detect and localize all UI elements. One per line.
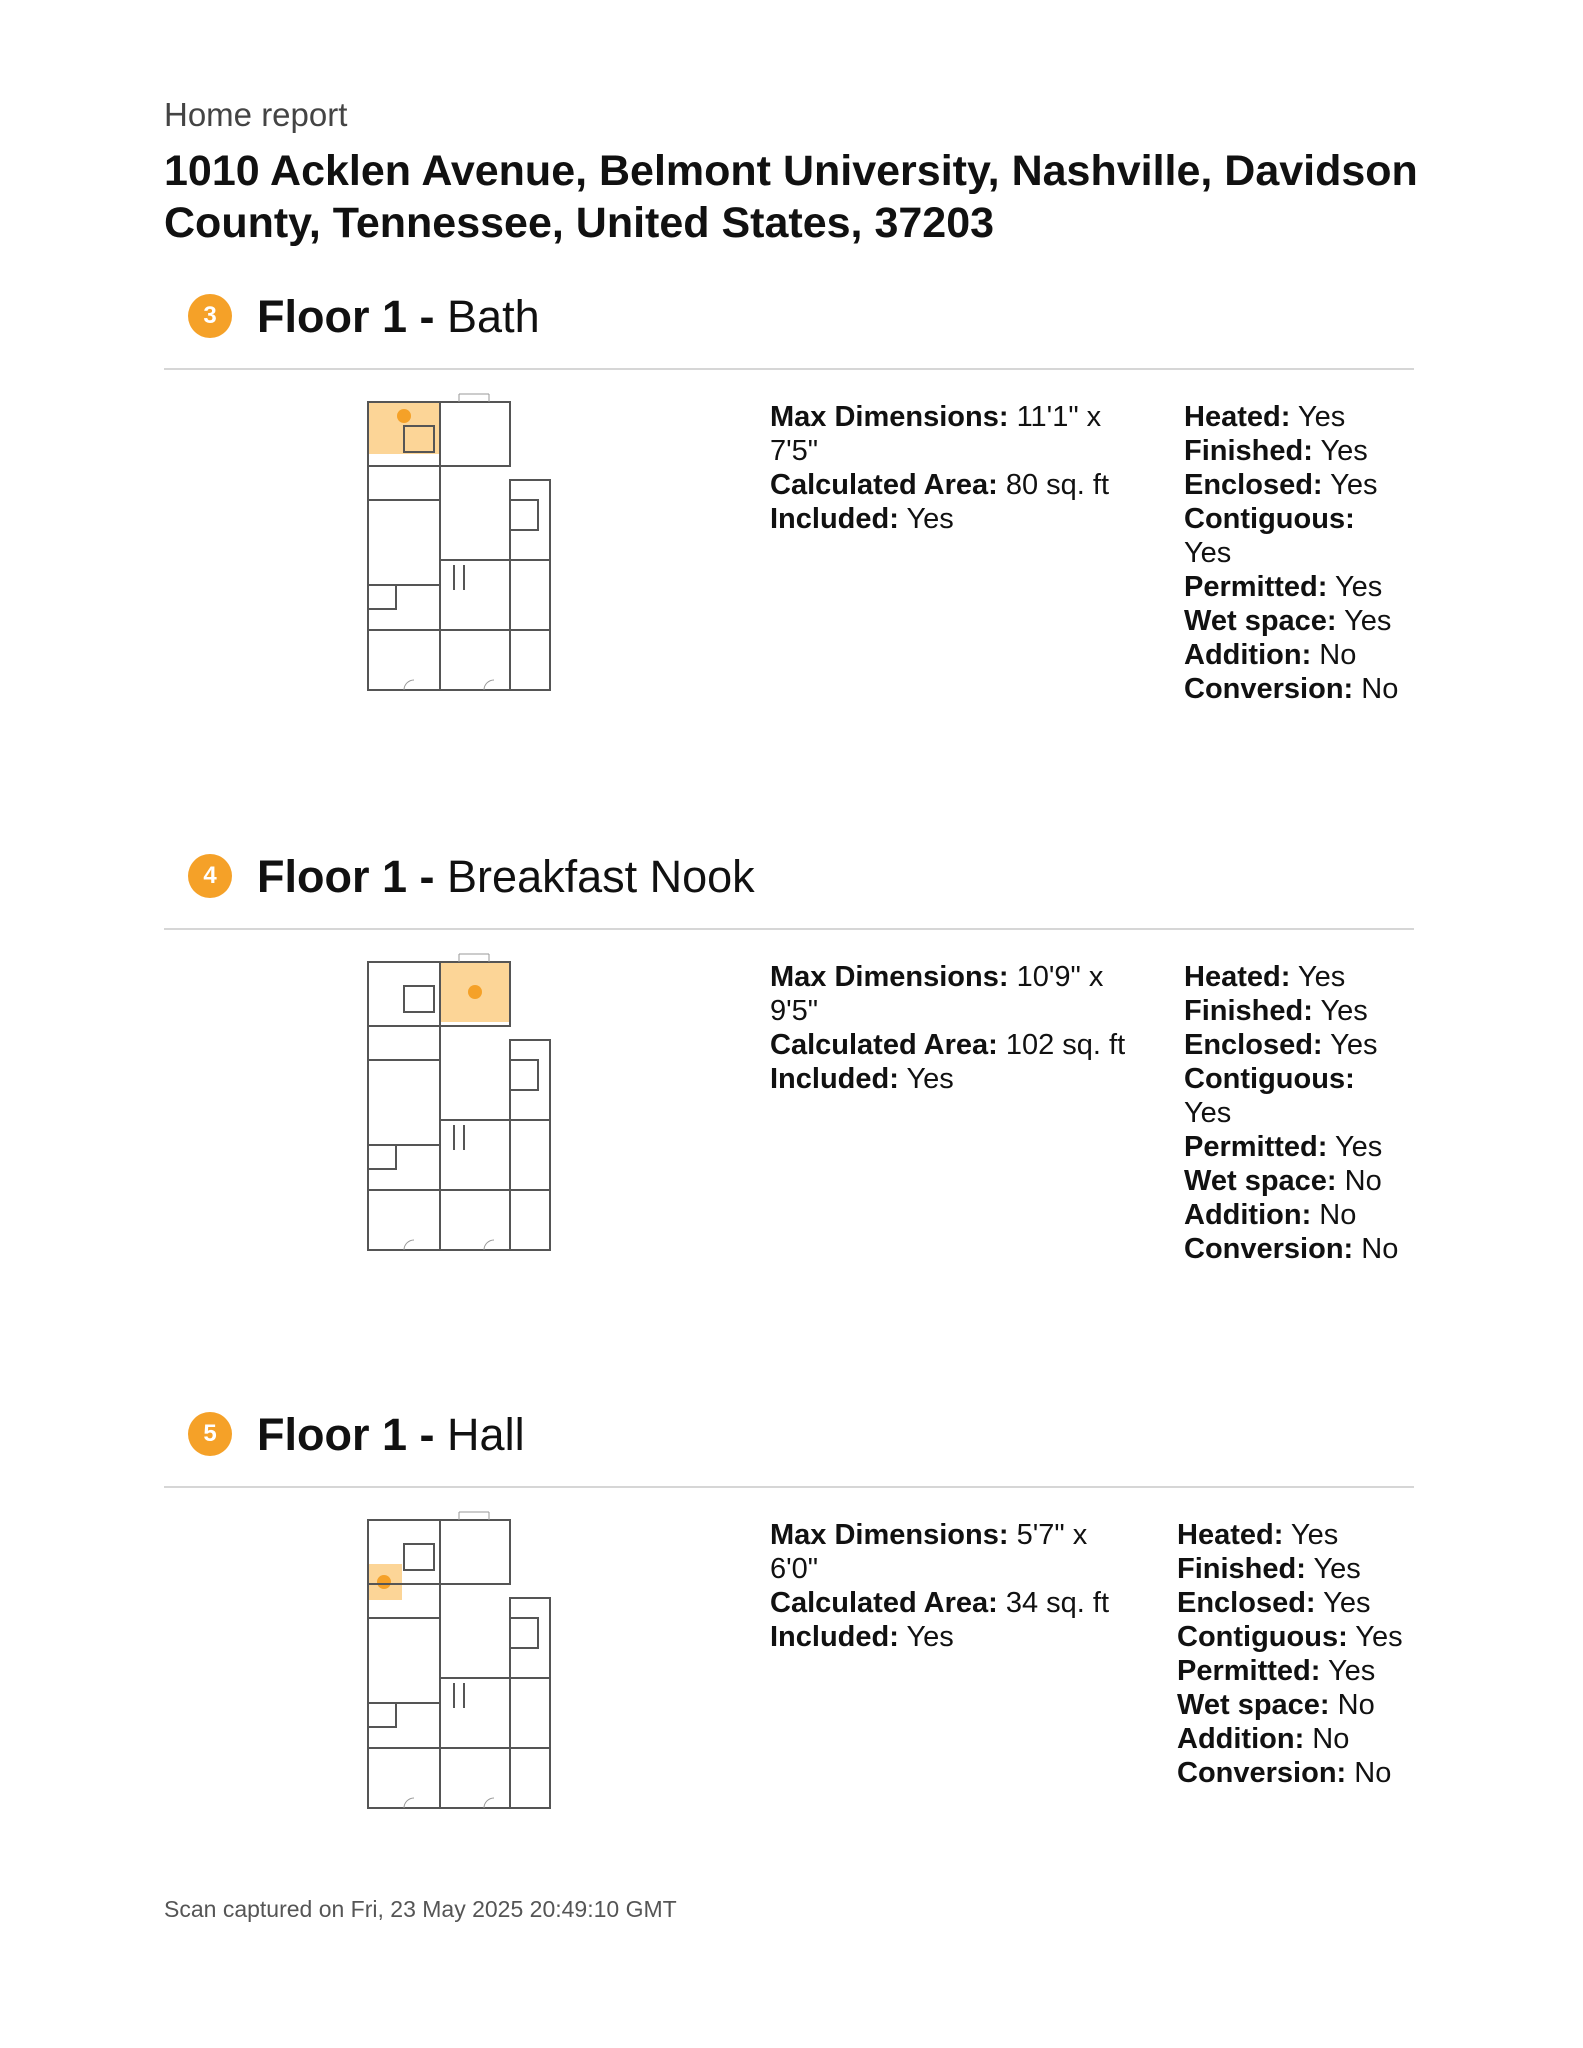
conversion-label: Conversion: <box>1177 1757 1347 1789</box>
included-label: Included: <box>770 503 899 535</box>
room-attributes <box>1184 960 1404 1266</box>
calculated-area-label: Calculated Area: <box>770 1029 998 1061</box>
conversion-label: Conversion: <box>1184 1233 1354 1265</box>
heated-value: Yes <box>1290 1519 1339 1551</box>
room-dimensions <box>770 1518 1130 1654</box>
room-attributes <box>1177 1518 1417 1790</box>
room-title-separator: - <box>419 851 435 902</box>
wet-space-label: Wet space: <box>1177 1689 1330 1721</box>
conversion-value: No <box>1361 673 1399 705</box>
wet-space-value: No <box>1337 1689 1375 1721</box>
room-floor: Floor 1 <box>257 1409 408 1460</box>
permitted-label: Permitted: <box>1184 571 1328 603</box>
addition-value: No <box>1319 639 1357 671</box>
heated-value: Yes <box>1297 401 1346 433</box>
wet-space-value: No <box>1344 1165 1382 1197</box>
room-section-breakfast-nook <box>164 840 1414 1380</box>
heated-value: Yes <box>1297 961 1346 993</box>
addition-label: Addition: <box>1184 1199 1312 1231</box>
room-number-badge: 3 <box>188 294 232 338</box>
max-dimensions-label: Max Dimensions: <box>770 1519 1009 1551</box>
max-dimensions-label: Max Dimensions: <box>770 961 1009 993</box>
included-value: Yes <box>906 1063 954 1095</box>
room-attributes <box>1184 400 1404 706</box>
room-title <box>257 1406 525 1464</box>
room-title-separator: - <box>419 291 435 342</box>
room-section-hall <box>164 1398 1414 1938</box>
finished-value: Yes <box>1313 1553 1361 1585</box>
enclosed-label: Enclosed: <box>1177 1587 1316 1619</box>
report-kicker: Home report <box>164 96 348 133</box>
included-label: Included: <box>770 1063 899 1095</box>
wet-space-value: Yes <box>1344 605 1392 637</box>
permitted-value: Yes <box>1334 1131 1383 1163</box>
scan-capture-timestamp: Scan captured on Fri, 23 May 2025 20:49:10 GMT <box>164 1896 677 1922</box>
room-floor: Floor 1 <box>257 851 408 902</box>
section-divider <box>164 368 1414 370</box>
max-dimensions-value: 10'9" x 9'5" <box>770 961 1104 1027</box>
room-dimensions <box>770 960 1130 1096</box>
floor-plan-thumbnail <box>364 390 554 710</box>
property-address: 1010 Acklen Avenue, Belmont University, Nashville, Davidson County, Tennessee, United States, 37203 <box>164 147 1418 247</box>
floor-plan-thumbnail <box>364 1508 554 1828</box>
addition-value: No <box>1312 1723 1350 1755</box>
heated-label: Heated: <box>1177 1519 1284 1551</box>
permitted-label: Permitted: <box>1184 1131 1328 1163</box>
room-number-badge: 4 <box>188 854 232 898</box>
room-number-badge: 5 <box>188 1412 232 1456</box>
room-section-bath <box>164 280 1414 820</box>
calculated-area-label: Calculated Area: <box>770 469 998 501</box>
finished-value: Yes <box>1320 995 1368 1027</box>
included-value: Yes <box>906 503 954 535</box>
section-divider <box>164 928 1414 930</box>
room-dimensions <box>770 400 1130 536</box>
conversion-value: No <box>1354 1757 1392 1789</box>
room-header <box>164 1398 1414 1468</box>
contiguous-label: Contiguous: <box>1184 503 1355 535</box>
contiguous-label: Contiguous: <box>1177 1621 1348 1653</box>
calculated-area-value: 80 sq. ft <box>1005 469 1110 501</box>
wet-space-label: Wet space: <box>1184 1165 1337 1197</box>
enclosed-label: Enclosed: <box>1184 1029 1323 1061</box>
contiguous-value: Yes <box>1184 537 1232 569</box>
heated-label: Heated: <box>1184 401 1291 433</box>
room-title-separator: - <box>419 1409 435 1460</box>
finished-label: Finished: <box>1177 1553 1306 1585</box>
room-name: Breakfast Nook <box>447 851 755 902</box>
contiguous-value: Yes <box>1355 1621 1403 1653</box>
addition-value: No <box>1319 1199 1357 1231</box>
finished-label: Finished: <box>1184 995 1313 1027</box>
max-dimensions-value: 11'1" x 7'5" <box>770 401 1102 467</box>
enclosed-value: Yes <box>1330 1029 1378 1061</box>
room-title <box>257 848 755 906</box>
wet-space-label: Wet space: <box>1184 605 1337 637</box>
conversion-label: Conversion: <box>1184 673 1354 705</box>
section-divider <box>164 1486 1414 1488</box>
included-value: Yes <box>906 1621 954 1653</box>
finished-label: Finished: <box>1184 435 1313 467</box>
contiguous-value: Yes <box>1184 1097 1232 1129</box>
room-header <box>164 840 1414 910</box>
addition-label: Addition: <box>1184 639 1312 671</box>
max-dimensions-value: 5'7" x 6'0" <box>770 1519 1088 1585</box>
room-header <box>164 280 1414 350</box>
room-title <box>257 288 540 346</box>
room-name: Bath <box>447 291 540 342</box>
permitted-value: Yes <box>1327 1655 1376 1687</box>
max-dimensions-label: Max Dimensions: <box>770 401 1009 433</box>
finished-value: Yes <box>1320 435 1368 467</box>
calculated-area-value: 34 sq. ft <box>1005 1587 1110 1619</box>
room-name: Hall <box>447 1409 525 1460</box>
included-label: Included: <box>770 1621 899 1653</box>
permitted-label: Permitted: <box>1177 1655 1321 1687</box>
addition-label: Addition: <box>1177 1723 1305 1755</box>
conversion-value: No <box>1361 1233 1399 1265</box>
floor-plan-thumbnail <box>364 950 554 1270</box>
permitted-value: Yes <box>1334 571 1383 603</box>
calculated-area-label: Calculated Area: <box>770 1587 998 1619</box>
enclosed-label: Enclosed: <box>1184 469 1323 501</box>
enclosed-value: Yes <box>1323 1587 1371 1619</box>
heated-label: Heated: <box>1184 961 1291 993</box>
calculated-area-value: 102 sq. ft <box>1005 1029 1126 1061</box>
enclosed-value: Yes <box>1330 469 1378 501</box>
room-floor: Floor 1 <box>257 291 408 342</box>
contiguous-label: Contiguous: <box>1184 1063 1355 1095</box>
